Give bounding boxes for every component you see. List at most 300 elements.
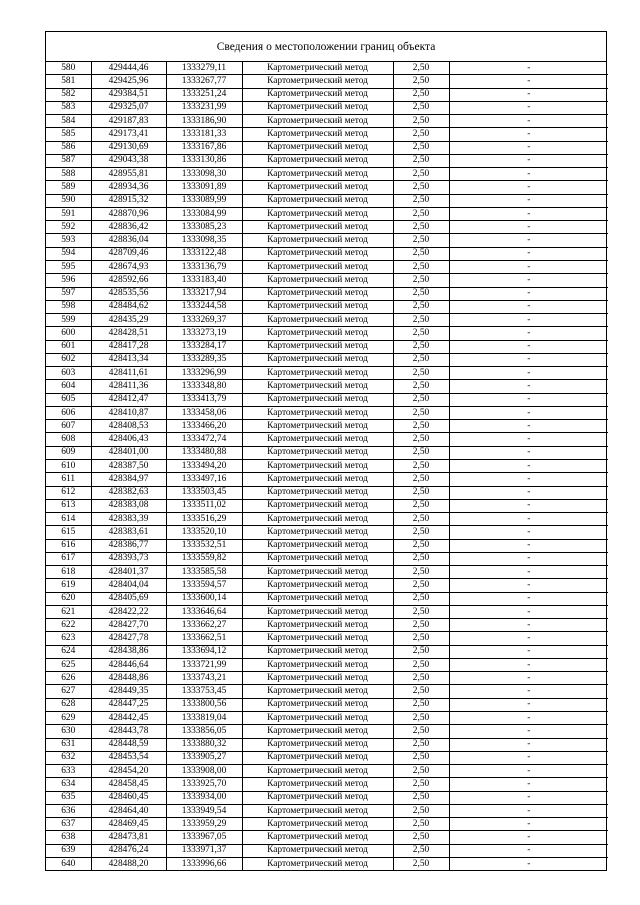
y-coordinate-cell: 1333098,35	[166, 234, 242, 247]
y-coordinate-cell: 1333289,35	[166, 353, 242, 366]
note-cell: -	[449, 605, 608, 618]
point-number-cell: 606	[46, 406, 91, 419]
y-coordinate-cell: 1333662,51	[166, 632, 242, 645]
x-coordinate-cell: 428406,43	[91, 433, 166, 446]
accuracy-cell: 2,50	[393, 738, 449, 751]
table-row	[46, 194, 608, 207]
y-coordinate-cell: 1333085,23	[166, 221, 242, 234]
accuracy-cell: 2,50	[393, 459, 449, 472]
accuracy-cell: 2,50	[393, 88, 449, 101]
method-cell: Картометрический метод	[242, 579, 393, 592]
y-coordinate-cell: 1333136,79	[166, 260, 242, 273]
point-number-cell: 620	[46, 592, 91, 605]
table-row	[46, 446, 608, 459]
x-coordinate-cell: 428488,20	[91, 857, 166, 870]
x-coordinate-cell: 428383,61	[91, 526, 166, 539]
note-cell: -	[449, 420, 608, 433]
note-cell: -	[449, 75, 608, 88]
table-row	[46, 260, 608, 273]
y-coordinate-cell: 1333098,30	[166, 168, 242, 181]
accuracy-cell: 2,50	[393, 207, 449, 220]
table-row	[46, 340, 608, 353]
x-coordinate-cell: 428592,66	[91, 274, 166, 287]
point-number-cell: 602	[46, 353, 91, 366]
method-cell: Картометрический метод	[242, 738, 393, 751]
y-coordinate-cell: 1333646,64	[166, 605, 242, 618]
table-row	[46, 459, 608, 472]
method-cell: Картометрический метод	[242, 831, 393, 844]
coordinates-table-body	[46, 62, 608, 870]
method-cell: Картометрический метод	[242, 592, 393, 605]
accuracy-cell: 2,50	[393, 844, 449, 857]
y-coordinate-cell: 1333908,00	[166, 765, 242, 778]
table-row	[46, 738, 608, 751]
x-coordinate-cell: 428442,45	[91, 712, 166, 725]
method-cell: Картометрический метод	[242, 685, 393, 698]
point-number-cell: 604	[46, 380, 91, 393]
accuracy-cell: 2,50	[393, 831, 449, 844]
x-coordinate-cell: 428404,04	[91, 579, 166, 592]
note-cell: -	[449, 499, 608, 512]
table-row	[46, 62, 608, 75]
method-cell: Картометрический метод	[242, 566, 393, 579]
point-number-cell: 610	[46, 459, 91, 472]
point-number-cell: 639	[46, 844, 91, 857]
x-coordinate-cell: 428383,39	[91, 513, 166, 526]
note-cell: -	[449, 738, 608, 751]
point-number-cell: 613	[46, 499, 91, 512]
method-cell: Картометрический метод	[242, 300, 393, 313]
note-cell: -	[449, 221, 608, 234]
table-row	[46, 619, 608, 632]
note-cell: -	[449, 154, 608, 167]
point-number-cell: 619	[46, 579, 91, 592]
y-coordinate-cell: 1333905,27	[166, 751, 242, 764]
accuracy-cell: 2,50	[393, 685, 449, 698]
table-row	[46, 353, 608, 366]
table-row	[46, 658, 608, 671]
table-row	[46, 168, 608, 181]
x-coordinate-cell: 428448,86	[91, 672, 166, 685]
accuracy-cell: 2,50	[393, 698, 449, 711]
table-row	[46, 566, 608, 579]
accuracy-cell: 2,50	[393, 420, 449, 433]
point-number-cell: 640	[46, 857, 91, 870]
method-cell: Картометрический метод	[242, 247, 393, 260]
table-row	[46, 778, 608, 791]
method-cell: Картометрический метод	[242, 274, 393, 287]
method-cell: Картометрический метод	[242, 499, 393, 512]
y-coordinate-cell: 1333183,40	[166, 274, 242, 287]
y-coordinate-cell: 1333273,19	[166, 327, 242, 340]
note-cell: -	[449, 168, 608, 181]
table-row	[46, 420, 608, 433]
x-coordinate-cell: 428383,08	[91, 499, 166, 512]
x-coordinate-cell: 428458,45	[91, 778, 166, 791]
table-row	[46, 406, 608, 419]
table-row	[46, 221, 608, 234]
method-cell: Картометрический метод	[242, 327, 393, 340]
note-cell: -	[449, 260, 608, 273]
accuracy-cell: 2,50	[393, 406, 449, 419]
note-cell: -	[449, 181, 608, 194]
x-coordinate-cell: 428836,04	[91, 234, 166, 247]
accuracy-cell: 2,50	[393, 579, 449, 592]
table-row	[46, 274, 608, 287]
x-coordinate-cell: 428405,69	[91, 592, 166, 605]
point-number-cell: 601	[46, 340, 91, 353]
point-number-cell: 624	[46, 645, 91, 658]
note-cell: -	[449, 234, 608, 247]
x-coordinate-cell: 428464,40	[91, 804, 166, 817]
accuracy-cell: 2,50	[393, 725, 449, 738]
x-coordinate-cell: 428386,77	[91, 539, 166, 552]
note-cell: -	[449, 592, 608, 605]
note-cell: -	[449, 393, 608, 406]
point-number-cell: 596	[46, 274, 91, 287]
x-coordinate-cell: 428387,50	[91, 459, 166, 472]
y-coordinate-cell: 1333494,20	[166, 459, 242, 472]
note-cell: -	[449, 725, 608, 738]
note-cell: -	[449, 486, 608, 499]
boundary-table-frame	[45, 31, 607, 871]
note-cell: -	[449, 247, 608, 260]
accuracy-cell: 2,50	[393, 513, 449, 526]
note-cell: -	[449, 101, 608, 114]
accuracy-cell: 2,50	[393, 473, 449, 486]
method-cell: Картометрический метод	[242, 459, 393, 472]
y-coordinate-cell: 1333516,29	[166, 513, 242, 526]
method-cell: Картометрический метод	[242, 380, 393, 393]
table-row	[46, 499, 608, 512]
y-coordinate-cell: 1333084,99	[166, 207, 242, 220]
accuracy-cell: 2,50	[393, 499, 449, 512]
x-coordinate-cell: 429173,41	[91, 128, 166, 141]
y-coordinate-cell: 1333559,82	[166, 552, 242, 565]
method-cell: Картометрический метод	[242, 353, 393, 366]
note-cell: -	[449, 712, 608, 725]
y-coordinate-cell: 1333594,57	[166, 579, 242, 592]
table-row	[46, 473, 608, 486]
point-number-cell: 635	[46, 791, 91, 804]
method-cell: Картометрический метод	[242, 194, 393, 207]
note-cell: -	[449, 579, 608, 592]
accuracy-cell: 2,50	[393, 115, 449, 128]
note-cell: -	[449, 340, 608, 353]
table-row	[46, 88, 608, 101]
note-cell: -	[449, 406, 608, 419]
point-number-cell: 630	[46, 725, 91, 738]
y-coordinate-cell: 1333520,10	[166, 526, 242, 539]
y-coordinate-cell: 1333296,99	[166, 367, 242, 380]
method-cell: Картометрический метод	[242, 539, 393, 552]
accuracy-cell: 2,50	[393, 751, 449, 764]
accuracy-cell: 2,50	[393, 141, 449, 154]
accuracy-cell: 2,50	[393, 446, 449, 459]
point-number-cell: 597	[46, 287, 91, 300]
table-row	[46, 725, 608, 738]
table-row	[46, 393, 608, 406]
x-coordinate-cell: 428484,62	[91, 300, 166, 313]
table-row	[46, 141, 608, 154]
accuracy-cell: 2,50	[393, 168, 449, 181]
y-coordinate-cell: 1333694,12	[166, 645, 242, 658]
note-cell: -	[449, 804, 608, 817]
method-cell: Картометрический метод	[242, 857, 393, 870]
method-cell: Картометрический метод	[242, 765, 393, 778]
table-row	[46, 712, 608, 725]
point-number-cell: 609	[46, 446, 91, 459]
document-title: Сведения о местоположении границ объекта	[46, 32, 606, 62]
y-coordinate-cell: 1333743,21	[166, 672, 242, 685]
y-coordinate-cell: 1333458,06	[166, 406, 242, 419]
method-cell: Картометрический метод	[242, 751, 393, 764]
point-number-cell: 625	[46, 658, 91, 671]
accuracy-cell: 2,50	[393, 75, 449, 88]
y-coordinate-cell: 1333130,86	[166, 154, 242, 167]
point-number-cell: 611	[46, 473, 91, 486]
method-cell: Картометрический метод	[242, 486, 393, 499]
accuracy-cell: 2,50	[393, 791, 449, 804]
point-number-cell: 582	[46, 88, 91, 101]
table-row	[46, 247, 608, 260]
coordinates-table	[46, 62, 608, 870]
note-cell: -	[449, 698, 608, 711]
point-number-cell: 634	[46, 778, 91, 791]
point-number-cell: 629	[46, 712, 91, 725]
table-row	[46, 380, 608, 393]
x-coordinate-cell: 428535,56	[91, 287, 166, 300]
y-coordinate-cell: 1333856,05	[166, 725, 242, 738]
x-coordinate-cell: 428408,53	[91, 420, 166, 433]
y-coordinate-cell: 1333880,32	[166, 738, 242, 751]
table-row	[46, 765, 608, 778]
note-cell: -	[449, 274, 608, 287]
y-coordinate-cell: 1333662,27	[166, 619, 242, 632]
note-cell: -	[449, 566, 608, 579]
point-number-cell: 599	[46, 314, 91, 327]
note-cell: -	[449, 619, 608, 632]
x-coordinate-cell: 428460,45	[91, 791, 166, 804]
x-coordinate-cell: 428709,46	[91, 247, 166, 260]
accuracy-cell: 2,50	[393, 566, 449, 579]
point-number-cell: 600	[46, 327, 91, 340]
point-number-cell: 586	[46, 141, 91, 154]
accuracy-cell: 2,50	[393, 327, 449, 340]
x-coordinate-cell: 428448,59	[91, 738, 166, 751]
method-cell: Картометрический метод	[242, 725, 393, 738]
accuracy-cell: 2,50	[393, 818, 449, 831]
note-cell: -	[449, 632, 608, 645]
note-cell: -	[449, 300, 608, 313]
accuracy-cell: 2,50	[393, 260, 449, 273]
x-coordinate-cell: 429130,69	[91, 141, 166, 154]
accuracy-cell: 2,50	[393, 194, 449, 207]
table-row	[46, 154, 608, 167]
x-coordinate-cell: 428422,22	[91, 605, 166, 618]
note-cell: -	[449, 194, 608, 207]
x-coordinate-cell: 428469,45	[91, 818, 166, 831]
method-cell: Картометрический метод	[242, 552, 393, 565]
method-cell: Картометрический метод	[242, 698, 393, 711]
accuracy-cell: 2,50	[393, 658, 449, 671]
point-number-cell: 617	[46, 552, 91, 565]
x-coordinate-cell: 428382,63	[91, 486, 166, 499]
x-coordinate-cell: 429444,46	[91, 62, 166, 75]
method-cell: Картометрический метод	[242, 128, 393, 141]
y-coordinate-cell: 1333511,02	[166, 499, 242, 512]
method-cell: Картометрический метод	[242, 367, 393, 380]
method-cell: Картометрический метод	[242, 168, 393, 181]
table-row	[46, 539, 608, 552]
y-coordinate-cell: 1333089,99	[166, 194, 242, 207]
accuracy-cell: 2,50	[393, 486, 449, 499]
table-row	[46, 367, 608, 380]
note-cell: -	[449, 552, 608, 565]
accuracy-cell: 2,50	[393, 672, 449, 685]
point-number-cell: 593	[46, 234, 91, 247]
accuracy-cell: 2,50	[393, 632, 449, 645]
method-cell: Картометрический метод	[242, 526, 393, 539]
x-coordinate-cell: 428955,81	[91, 168, 166, 181]
method-cell: Картометрический метод	[242, 844, 393, 857]
point-number-cell: 581	[46, 75, 91, 88]
method-cell: Картометрический метод	[242, 619, 393, 632]
method-cell: Картометрический метод	[242, 804, 393, 817]
table-row	[46, 314, 608, 327]
note-cell: -	[449, 327, 608, 340]
table-row	[46, 207, 608, 220]
note-cell: -	[449, 62, 608, 75]
method-cell: Картометрический метод	[242, 154, 393, 167]
x-coordinate-cell: 428446,64	[91, 658, 166, 671]
table-row	[46, 632, 608, 645]
x-coordinate-cell: 428435,29	[91, 314, 166, 327]
note-cell: -	[449, 314, 608, 327]
point-number-cell: 637	[46, 818, 91, 831]
y-coordinate-cell: 1333503,45	[166, 486, 242, 499]
y-coordinate-cell: 1333181,33	[166, 128, 242, 141]
point-number-cell: 591	[46, 207, 91, 220]
point-number-cell: 607	[46, 420, 91, 433]
y-coordinate-cell: 1333753,45	[166, 685, 242, 698]
table-row	[46, 579, 608, 592]
accuracy-cell: 2,50	[393, 433, 449, 446]
accuracy-cell: 2,50	[393, 393, 449, 406]
table-row	[46, 605, 608, 618]
note-cell: -	[449, 658, 608, 671]
accuracy-cell: 2,50	[393, 552, 449, 565]
y-coordinate-cell: 1333996,66	[166, 857, 242, 870]
table-row	[46, 791, 608, 804]
accuracy-cell: 2,50	[393, 181, 449, 194]
point-number-cell: 633	[46, 765, 91, 778]
x-coordinate-cell: 428443,78	[91, 725, 166, 738]
accuracy-cell: 2,50	[393, 340, 449, 353]
accuracy-cell: 2,50	[393, 314, 449, 327]
x-coordinate-cell: 428417,28	[91, 340, 166, 353]
note-cell: -	[449, 473, 608, 486]
table-row	[46, 552, 608, 565]
point-number-cell: 631	[46, 738, 91, 751]
method-cell: Картометрический метод	[242, 340, 393, 353]
method-cell: Картометрический метод	[242, 632, 393, 645]
accuracy-cell: 2,50	[393, 287, 449, 300]
accuracy-cell: 2,50	[393, 712, 449, 725]
x-coordinate-cell: 428447,25	[91, 698, 166, 711]
y-coordinate-cell: 1333532,51	[166, 539, 242, 552]
y-coordinate-cell: 1333348,80	[166, 380, 242, 393]
y-coordinate-cell: 1333466,20	[166, 420, 242, 433]
point-number-cell: 623	[46, 632, 91, 645]
method-cell: Картометрический метод	[242, 446, 393, 459]
accuracy-cell: 2,50	[393, 101, 449, 114]
method-cell: Картометрический метод	[242, 62, 393, 75]
table-row	[46, 433, 608, 446]
x-coordinate-cell: 428411,61	[91, 367, 166, 380]
table-row	[46, 831, 608, 844]
point-number-cell: 608	[46, 433, 91, 446]
method-cell: Картометрический метод	[242, 513, 393, 526]
x-coordinate-cell: 428410,87	[91, 406, 166, 419]
accuracy-cell: 2,50	[393, 539, 449, 552]
y-coordinate-cell: 1333721,99	[166, 658, 242, 671]
y-coordinate-cell: 1333949,54	[166, 804, 242, 817]
accuracy-cell: 2,50	[393, 234, 449, 247]
accuracy-cell: 2,50	[393, 274, 449, 287]
point-number-cell: 588	[46, 168, 91, 181]
note-cell: -	[449, 791, 608, 804]
accuracy-cell: 2,50	[393, 367, 449, 380]
point-number-cell: 612	[46, 486, 91, 499]
note-cell: -	[449, 857, 608, 870]
table-row	[46, 181, 608, 194]
note-cell: -	[449, 287, 608, 300]
x-coordinate-cell: 429187,83	[91, 115, 166, 128]
note-cell: -	[449, 818, 608, 831]
point-number-cell: 594	[46, 247, 91, 260]
note-cell: -	[449, 685, 608, 698]
point-number-cell: 628	[46, 698, 91, 711]
point-number-cell: 638	[46, 831, 91, 844]
method-cell: Картометрический метод	[242, 420, 393, 433]
note-cell: -	[449, 765, 608, 778]
method-cell: Картометрический метод	[242, 433, 393, 446]
note-cell: -	[449, 207, 608, 220]
method-cell: Картометрический метод	[242, 260, 393, 273]
y-coordinate-cell: 1333934,00	[166, 791, 242, 804]
table-row	[46, 751, 608, 764]
x-coordinate-cell: 428453,54	[91, 751, 166, 764]
point-number-cell: 622	[46, 619, 91, 632]
note-cell: -	[449, 380, 608, 393]
table-row	[46, 844, 608, 857]
x-coordinate-cell: 428428,51	[91, 327, 166, 340]
method-cell: Картометрический метод	[242, 778, 393, 791]
accuracy-cell: 2,50	[393, 765, 449, 778]
method-cell: Картометрический метод	[242, 672, 393, 685]
table-row	[46, 818, 608, 831]
note-cell: -	[449, 751, 608, 764]
accuracy-cell: 2,50	[393, 778, 449, 791]
table-row	[46, 75, 608, 88]
accuracy-cell: 2,50	[393, 645, 449, 658]
x-coordinate-cell: 428413,34	[91, 353, 166, 366]
table-row	[46, 513, 608, 526]
note-cell: -	[449, 513, 608, 526]
x-coordinate-cell: 428674,93	[91, 260, 166, 273]
y-coordinate-cell: 1333244,58	[166, 300, 242, 313]
